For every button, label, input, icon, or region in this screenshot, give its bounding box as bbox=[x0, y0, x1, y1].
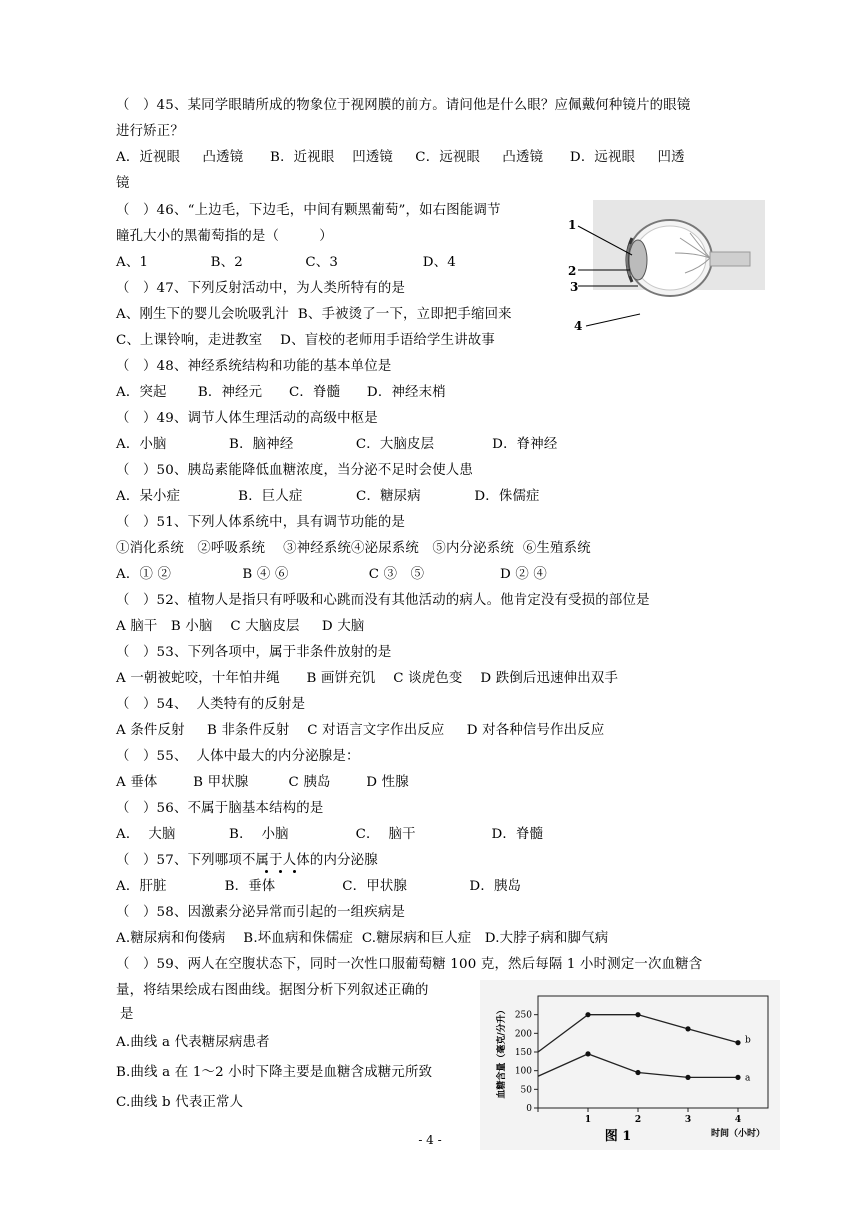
emphasis-dot bbox=[293, 870, 296, 873]
x-tick-label: 1 bbox=[584, 1115, 592, 1125]
q46-options: A、1 B、2 C、3 D、4 bbox=[116, 255, 456, 270]
series-point-b bbox=[585, 1012, 590, 1017]
series-point-b bbox=[735, 1040, 740, 1045]
q53-options: A 一朝被蛇咬，十年怕井绳 B 画饼充饥 C 谈虎色变 D 跌倒后迅速伸出双手 bbox=[116, 671, 619, 686]
eye-label-1: 1 bbox=[568, 218, 577, 232]
x-axis-label: 时间（小时） bbox=[710, 1129, 766, 1139]
q45-options: A．近视眼 凸透镜 B．近视眼 凹透镜 C．远视眼 凸透镜 D．远视眼 凹透 bbox=[116, 150, 685, 165]
eye-diagram bbox=[560, 198, 770, 338]
y-tick-label: 200 bbox=[514, 1029, 532, 1040]
y-tick-label: 0 bbox=[526, 1104, 532, 1114]
q52-options: A 脑干 B 小脑 C 大脑皮层 D 大脑 bbox=[116, 619, 365, 634]
q59-stem: （ ）59、两人在空腹状态下，同时一次性口服葡萄糖 100 克，然后每隔 1 小时测定一次血糖含 bbox=[116, 957, 703, 972]
y-axis-label: 血糖含量（毫克/分升） bbox=[497, 1005, 507, 1099]
optic-nerve bbox=[710, 252, 750, 266]
q56-stem: （ ）56、不属于脑基本结构的是 bbox=[116, 801, 324, 816]
q45-options-cont: 镜 bbox=[116, 176, 130, 191]
q45-stem: （ ）45、某同学眼睛所成的物象位于视网膜的前方。请问他是什么眼？应佩戴何种镜片的眼镜 bbox=[116, 98, 691, 113]
q48-options: A．突起 B．神经元 C．脊髓 D．神经末梢 bbox=[116, 385, 446, 400]
q54-stem: （ ）54、 人类特有的反射是 bbox=[116, 697, 306, 712]
q50-stem: （ ）50、胰岛素能降低血糖浓度，当分泌不足时会使人患 bbox=[116, 463, 473, 478]
q50-options: A．呆小症 B．巨人症 C．糖尿病 D．侏儒症 bbox=[116, 489, 540, 504]
series-point-b bbox=[685, 1026, 690, 1031]
emphasis-dot bbox=[279, 870, 282, 873]
q59-stem-cont: 量，将结果绘成右图曲线。据图分析下列叙述正确的 bbox=[116, 983, 429, 998]
series-point-a bbox=[685, 1075, 690, 1080]
q59-option-b: B.曲线 a 在 1～2 小时下降主要是血糖含成糖元所致 bbox=[116, 1065, 433, 1080]
eye-label-4: 4 bbox=[574, 319, 583, 333]
q46-stem: （ ）46、“上边毛，下边毛，中间有颗黑葡萄”，如右图能调节 bbox=[116, 203, 501, 218]
y-tick-label: 250 bbox=[514, 1010, 532, 1021]
q49-options: A．小脑 B．脑神经 C．大脑皮层 D．脊神经 bbox=[116, 437, 558, 452]
q59-option-a: A.曲线 a 代表糖尿病患者 bbox=[116, 1035, 270, 1050]
q59-option-c: C.曲线 b 代表正常人 bbox=[116, 1095, 244, 1110]
eye-label-3: 3 bbox=[570, 280, 579, 294]
lens bbox=[629, 240, 647, 280]
q55-stem: （ ）55、 人体中最大的内分泌腺是： bbox=[116, 749, 360, 764]
q47-stem: （ ）47、下列反射活动中，为人类所特有的是 bbox=[116, 281, 406, 296]
emphasis-dot bbox=[265, 870, 268, 873]
q58-options: A.糖尿病和佝偻病 B.坏血病和侏儒症 C.糖尿病和巨人症 D.大脖子病和脚气病 bbox=[116, 931, 609, 946]
q51-items: ①消化系统 ②呼吸系统 ③神经系统④泌尿系统 ⑤内分泌系统 ⑥生殖系统 bbox=[116, 541, 591, 556]
x-tick-label: 4 bbox=[734, 1115, 742, 1125]
series-point-b bbox=[635, 1012, 640, 1017]
q51-options: A．① ② B ④ ⑥ C ③ ⑤ D ② ④ bbox=[116, 567, 547, 582]
q57-stem: （ ）57、下列哪项不属于人体的内分泌腺 bbox=[116, 853, 378, 868]
q47-options-ab: A、刚生下的婴儿会吮吸乳汁 B、手被烫了一下，立即把手缩回来 bbox=[116, 307, 512, 322]
q46-stem-cont: 瞳孔大小的黑葡萄指的是（ ） bbox=[116, 229, 333, 244]
q51-stem: （ ）51、下列人体系统中，具有调节功能的是 bbox=[116, 515, 406, 530]
q57-options: A．肝脏 B．垂体 C．甲状腺 D．胰岛 bbox=[116, 879, 522, 894]
series-point-a bbox=[585, 1051, 590, 1056]
y-tick-label: 50 bbox=[520, 1085, 532, 1096]
chart-title: 图 1 bbox=[604, 1129, 632, 1144]
series-point-a bbox=[635, 1070, 640, 1075]
q55-options: A 垂体 B 甲状腺 C 胰岛 D 性腺 bbox=[116, 775, 409, 790]
q45-stem-cont: 进行矫正？ bbox=[116, 124, 184, 139]
series-label-b: b bbox=[745, 1035, 751, 1046]
q52-stem: （ ）52、植物人是指只有呼吸和心跳而没有其他活动的病人。他肯定没有受损的部位是 bbox=[116, 593, 650, 608]
page-number: - 4 - bbox=[418, 1133, 442, 1147]
q59-stem-end: 是 bbox=[120, 1007, 134, 1022]
x-tick-label: 2 bbox=[634, 1115, 642, 1125]
y-tick-label: 100 bbox=[514, 1066, 532, 1077]
q58-stem: （ ）58、因激素分泌异常而引起的一组疾病是 bbox=[116, 905, 406, 920]
series-label-a: a bbox=[745, 1073, 751, 1084]
q49-stem: （ ）49、调节人体生理活动的高级中枢是 bbox=[116, 411, 378, 426]
series-point-a bbox=[735, 1075, 740, 1080]
x-tick-label: 3 bbox=[684, 1115, 692, 1125]
q53-stem: （ ）53、下列各项中，属于非条件放射的是 bbox=[116, 645, 392, 660]
y-tick-label: 150 bbox=[514, 1048, 532, 1058]
eye-label-2: 2 bbox=[568, 264, 577, 278]
q47-options-cd: C、上课铃响，走进教室 D、盲校的老师用手语给学生讲故事 bbox=[116, 333, 495, 348]
q56-options: A． 大脑 B． 小脑 C． 脑干 D．脊髓 bbox=[116, 827, 544, 842]
q54-options: A 条件反射 B 非条件反射 C 对语言文字作出反应 D 对各种信号作出反应 bbox=[116, 723, 605, 738]
q48-stem: （ ）48、神经系统结构和功能的基本单位是 bbox=[116, 359, 392, 374]
blood-sugar-chart bbox=[480, 980, 780, 1150]
